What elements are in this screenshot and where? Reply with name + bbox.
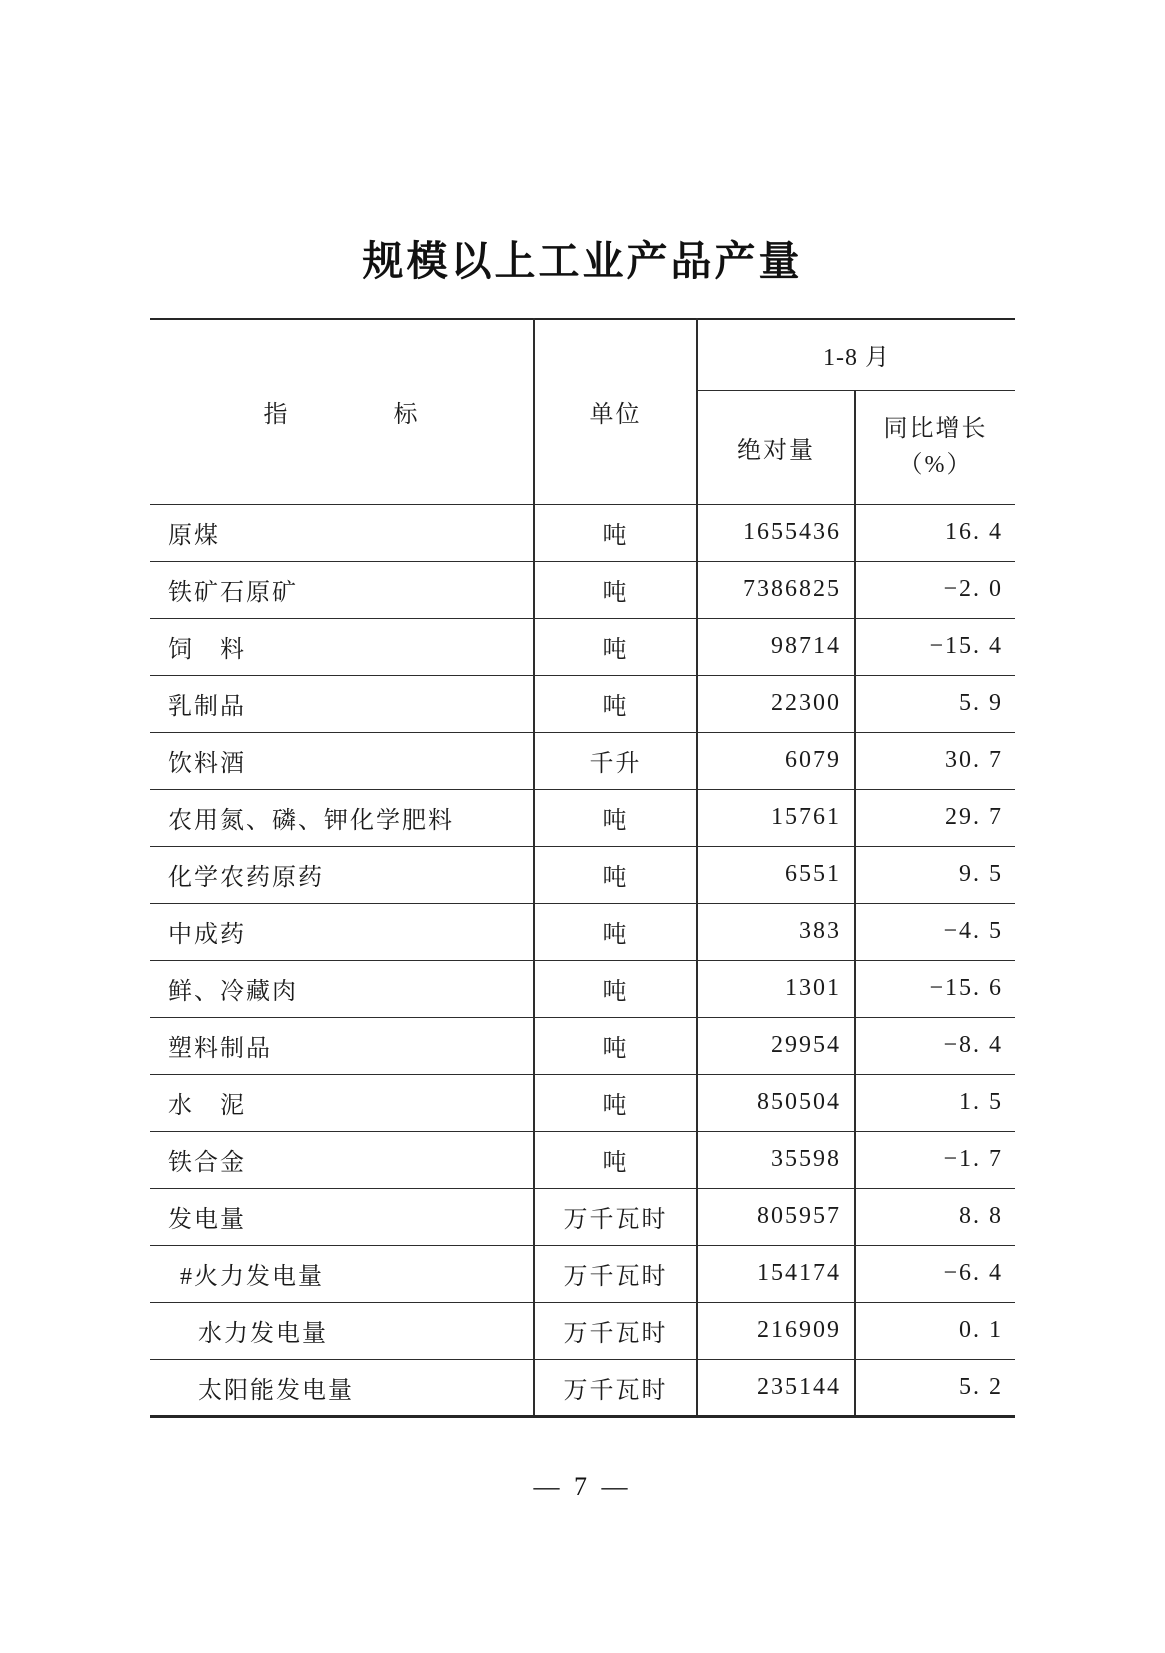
yoy-growth-cell: 9. 5 [855, 846, 1015, 903]
table-row [150, 1302, 1015, 1359]
absolute-value-cell: 7386825 [697, 561, 855, 618]
table-body [150, 504, 1015, 1416]
yoy-growth-cell: 1. 5 [855, 1074, 1015, 1131]
absolute-value-cell: 15761 [697, 789, 855, 846]
unit-cell: 吨 [534, 789, 697, 846]
unit-cell: 万千瓦时 [534, 1302, 697, 1359]
indicator-cell: 饮料酒 [150, 732, 534, 789]
table-row [150, 903, 1015, 960]
indicator-cell: 发电量 [150, 1188, 534, 1245]
unit-cell: 千升 [534, 732, 697, 789]
absolute-value-cell: 383 [697, 903, 855, 960]
table-row [150, 618, 1015, 675]
absolute-value-cell: 235144 [697, 1359, 855, 1416]
table-row [150, 1245, 1015, 1302]
table-row [150, 561, 1015, 618]
table-row [150, 1131, 1015, 1188]
unit-cell: 万千瓦时 [534, 1188, 697, 1245]
table-row [150, 846, 1015, 903]
yoy-growth-cell: −8. 4 [855, 1017, 1015, 1074]
unit-cell: 万千瓦时 [534, 1359, 697, 1416]
indicator-cell: 水 泥 [150, 1074, 534, 1131]
indicator-cell: 塑料制品 [150, 1017, 534, 1074]
indicator-cell: 原煤 [150, 504, 534, 561]
table-row [150, 675, 1015, 732]
indicator-cell: 铁矿石原矿 [150, 561, 534, 618]
yoy-growth-cell: −4. 5 [855, 903, 1015, 960]
absolute-value-cell: 850504 [697, 1074, 855, 1131]
yoy-growth-cell: −1. 7 [855, 1131, 1015, 1188]
absolute-value-cell: 35598 [697, 1131, 855, 1188]
yoy-growth-cell: −2. 0 [855, 561, 1015, 618]
table-row [150, 504, 1015, 561]
absolute-value-cell: 1301 [697, 960, 855, 1017]
table-row [150, 789, 1015, 846]
yoy-growth-cell: 5. 9 [855, 675, 1015, 732]
unit-cell: 吨 [534, 675, 697, 732]
yoy-growth-label-line1: 同比增长 [883, 416, 988, 442]
column-header-indicator: 指 标 [150, 319, 534, 504]
absolute-value-cell: 154174 [697, 1245, 855, 1302]
table-row [150, 960, 1015, 1017]
table-row [150, 1074, 1015, 1131]
industrial-output-table [150, 318, 1015, 1418]
unit-cell: 吨 [534, 903, 697, 960]
indicator-cell: 化学农药原药 [150, 846, 534, 903]
indicator-cell: 农用氮、磷、钾化学肥料 [150, 789, 534, 846]
indicator-cell: 饲 料 [150, 618, 534, 675]
column-header-unit: 单位 [534, 319, 697, 504]
unit-cell: 万千瓦时 [534, 1245, 697, 1302]
absolute-value-cell: 216909 [697, 1302, 855, 1359]
indicator-cell: 太阳能发电量 [150, 1359, 534, 1416]
yoy-growth-cell: 29. 7 [855, 789, 1015, 846]
page-title: 规模以上工业产品产量 [362, 238, 803, 284]
unit-cell: 吨 [534, 1017, 697, 1074]
indicator-cell: 铁合金 [150, 1131, 534, 1188]
absolute-value-cell: 805957 [697, 1188, 855, 1245]
table-row [150, 1017, 1015, 1074]
yoy-growth-cell: −6. 4 [855, 1245, 1015, 1302]
absolute-value-cell: 29954 [697, 1017, 855, 1074]
table-row [150, 732, 1015, 789]
yoy-growth-cell: 30. 7 [855, 732, 1015, 789]
absolute-value-cell: 6551 [697, 846, 855, 903]
yoy-growth-label-line2: （%） [898, 452, 973, 478]
column-header-yoy-growth [855, 390, 1015, 504]
yoy-growth-cell: 0. 1 [855, 1302, 1015, 1359]
unit-cell: 吨 [534, 846, 697, 903]
yoy-growth-cell: −15. 6 [855, 960, 1015, 1017]
yoy-growth-cell: 16. 4 [855, 504, 1015, 561]
unit-cell: 吨 [534, 561, 697, 618]
indicator-cell: #火力发电量 [150, 1245, 534, 1302]
yoy-growth-cell: −15. 4 [855, 618, 1015, 675]
absolute-value-cell: 22300 [697, 675, 855, 732]
unit-cell: 吨 [534, 1131, 697, 1188]
absolute-value-cell: 6079 [697, 732, 855, 789]
column-header-period: 1-8 月 [697, 319, 1015, 390]
table-row [150, 1188, 1015, 1245]
indicator-cell: 水力发电量 [150, 1302, 534, 1359]
indicator-cell: 鲜、冷藏肉 [150, 960, 534, 1017]
table-row [150, 1359, 1015, 1416]
indicator-cell: 中成药 [150, 903, 534, 960]
page-number: — 7 — [533, 1472, 632, 1501]
yoy-growth-cell: 8. 8 [855, 1188, 1015, 1245]
indicator-cell: 乳制品 [150, 675, 534, 732]
unit-cell: 吨 [534, 504, 697, 561]
absolute-value-cell: 1655436 [697, 504, 855, 561]
absolute-value-cell: 98714 [697, 618, 855, 675]
table-header [150, 319, 1015, 504]
unit-cell: 吨 [534, 618, 697, 675]
yoy-growth-cell: 5. 2 [855, 1359, 1015, 1416]
column-header-absolute: 绝对量 [697, 390, 855, 504]
unit-cell: 吨 [534, 1074, 697, 1131]
unit-cell: 吨 [534, 960, 697, 1017]
